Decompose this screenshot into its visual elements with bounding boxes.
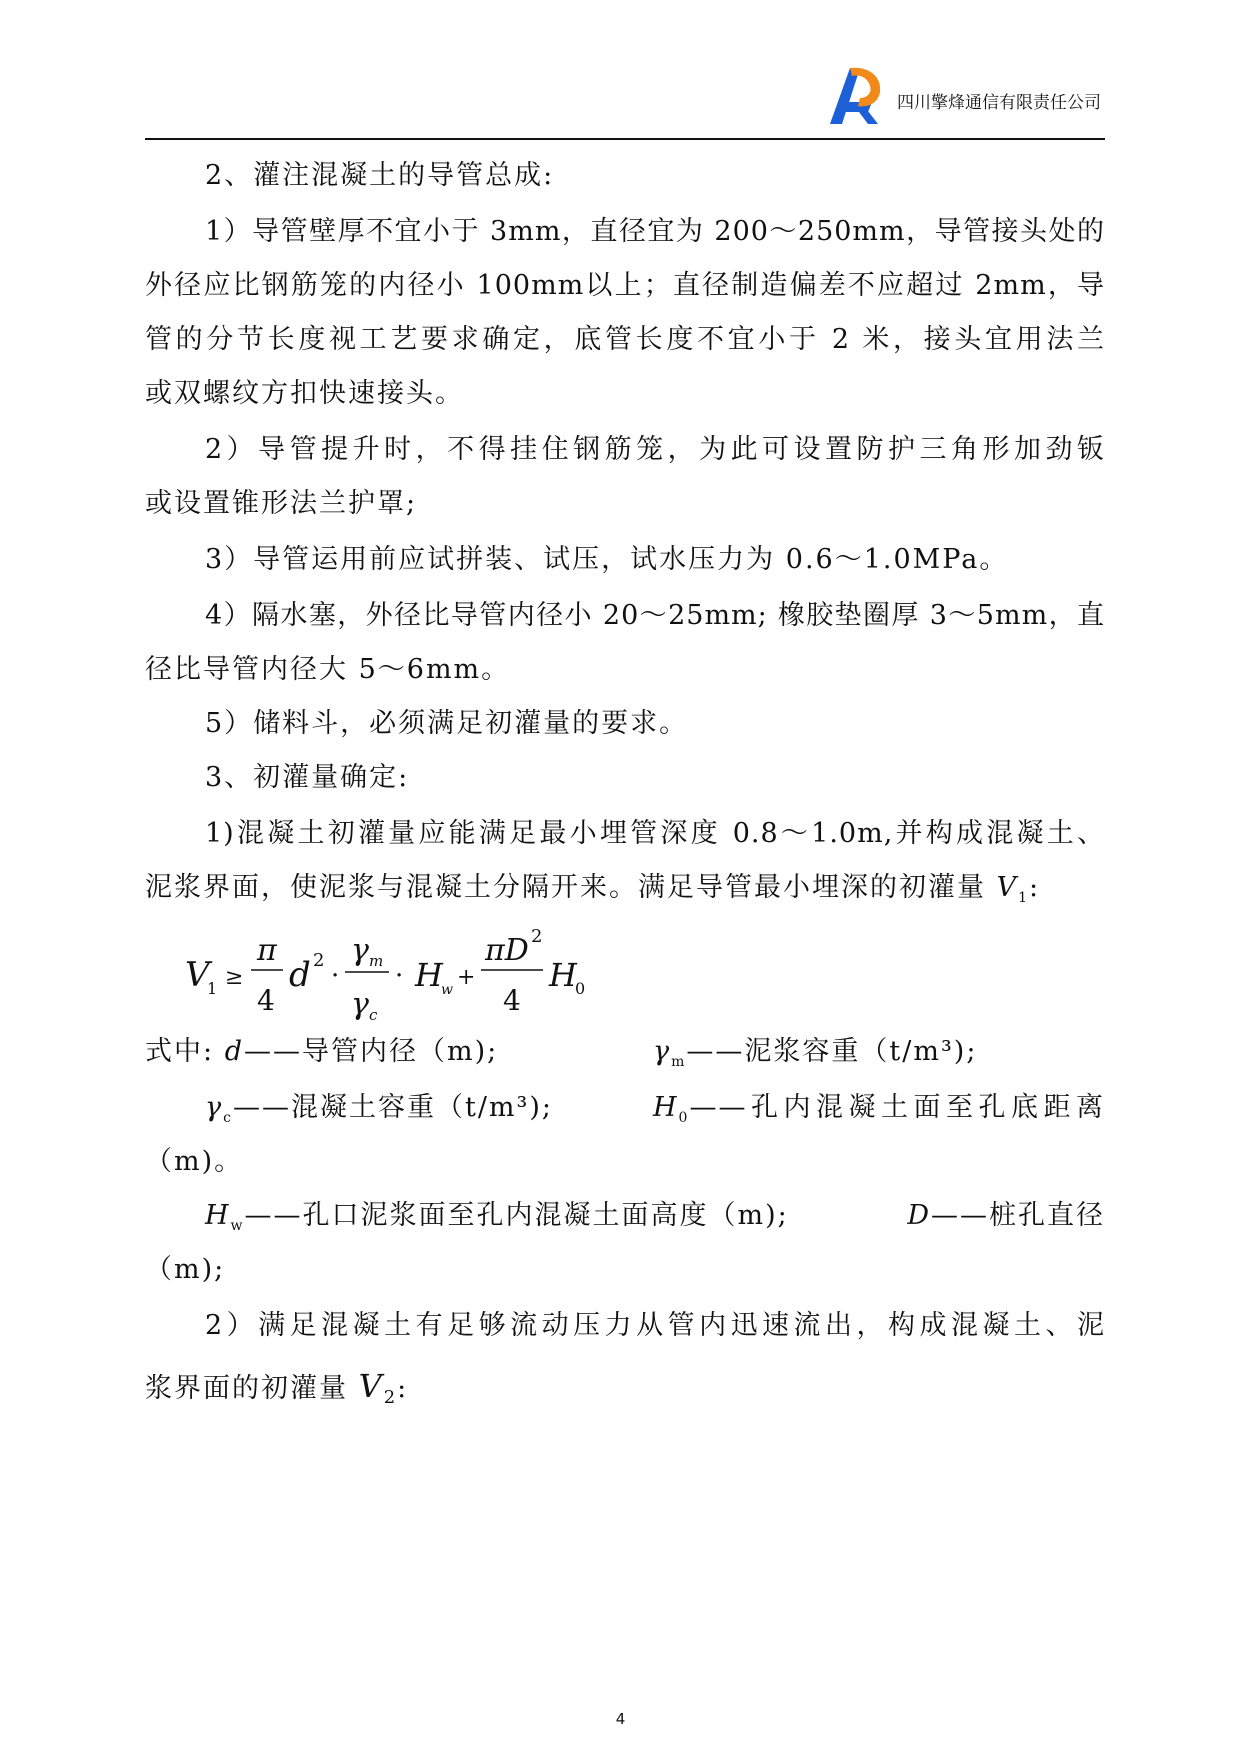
svg-text:V: V <box>185 955 210 995</box>
paragraph-line: 泥浆界面，使泥浆与混凝土分隔开来。满足导管最小埋深的初灌量 $V_1$: <box>145 872 1041 906</box>
paragraph-line: 1）导管壁厚不宜小于 3mm，直径宜为 200～250mm，导管接头处的 <box>205 216 1105 247</box>
svg-text:≥: ≥ <box>225 965 244 990</box>
paragraph-line: 管的分节长度视工艺要求确定，底管长度不宜小于 2 米，接头宜用法兰 <box>145 324 1105 355</box>
svg-text:1: 1 <box>207 979 218 998</box>
paragraph-line: 或双螺纹方扣快速接头。 <box>145 378 464 409</box>
svg-text:4: 4 <box>257 984 275 1017</box>
symbol-v1: $V_1$ <box>996 872 1030 906</box>
paragraph-line: 浆界面的初灌量 V2: <box>145 1367 409 1408</box>
svg-text:2: 2 <box>531 926 543 947</box>
svg-text:·: · <box>395 961 404 991</box>
section-title: 3、初灌量确定: <box>205 762 410 793</box>
formula-v1 <box>185 914 785 1034</box>
svg-text:πD: πD <box>485 933 529 968</box>
svg-text:w: w <box>441 982 453 998</box>
svg-text:+: + <box>457 965 476 990</box>
svg-text:H: H <box>549 956 577 994</box>
definition-h0: $H_0——$孔内混凝土面至孔底距离 <box>653 1092 1105 1126</box>
paragraph-line: 外径应比钢筋笼的内径小 100mm以上；直径制造偏差不应超过 2mm，导 <box>145 270 1105 301</box>
svg-text:π: π <box>257 933 277 968</box>
svg-text:m: m <box>369 952 384 970</box>
symbol-v2: V2 <box>358 1367 398 1408</box>
svg-text:d: d <box>289 955 311 995</box>
header-rule <box>145 138 1105 140</box>
paragraph-text: 泥浆界面，使泥浆与混凝土分隔开来。满足导管最小埋深的初灌量 <box>145 872 986 903</box>
paragraph-line: 2）满足混凝土有足够流动压力从管内迅速流出，构成混凝土、泥 <box>205 1310 1105 1341</box>
svg-text:4: 4 <box>503 984 521 1017</box>
page-number: 4 <box>615 1710 626 1728</box>
definition-gamma-m: $\gamma_m——$泥浆容重（t/m³); <box>653 1036 978 1070</box>
svg-text:γ: γ <box>351 933 369 968</box>
paragraph-line: 径比导管内径大 5～6mm。 <box>145 654 511 685</box>
paragraph-line: 4）隔水塞，外径比导管内径小 20～25mm; 橡胶垫圈厚 3～5mm，直 <box>205 600 1105 631</box>
definition-h0-unit: （m)。 <box>145 1146 244 1177</box>
definition-gamma-c: $\gamma_c——$混凝土容重（t/m³); <box>205 1092 553 1126</box>
definition-hw: $H_w——$孔口泥浆面至孔内混凝土面高度（m); <box>205 1200 789 1234</box>
section-title: 2、灌注混凝土的导管总成: <box>205 160 555 191</box>
svg-text:2: 2 <box>313 950 325 971</box>
paragraph-line: 3）导管运用前应试拼装、试压，试水压力为 0.6～1.0MPa。 <box>205 544 1009 575</box>
paragraph-line: 2）导管提升时，不得挂住钢筋笼，为此可设置防护三角形加劲钣 <box>205 434 1105 465</box>
paragraph-line: 或设置锥形法兰护罩; <box>145 488 418 519</box>
company-logo-icon <box>820 62 892 128</box>
definition-d: 式中: d——导管内径（m); <box>145 1036 499 1067</box>
svg-text:c: c <box>369 1006 378 1024</box>
svg-text:γ: γ <box>351 987 369 1022</box>
definition-d-pile-unit: （m); <box>145 1254 226 1285</box>
page-header <box>145 62 1105 140</box>
svg-text:·: · <box>331 961 340 991</box>
paragraph-line: 5）储料斗，必须满足初灌量的要求。 <box>205 708 689 739</box>
svg-text:H: H <box>415 956 443 994</box>
definition-d-pile: D——桩孔直径 <box>907 1200 1105 1231</box>
svg-text:0: 0 <box>575 979 586 998</box>
company-name: 四川擎烽通信有限责任公司 <box>897 93 1101 113</box>
paragraph-line: 1)混凝土初灌量应能满足最小埋管深度 0.8～1.0m,并构成混凝土、 <box>205 818 1105 849</box>
